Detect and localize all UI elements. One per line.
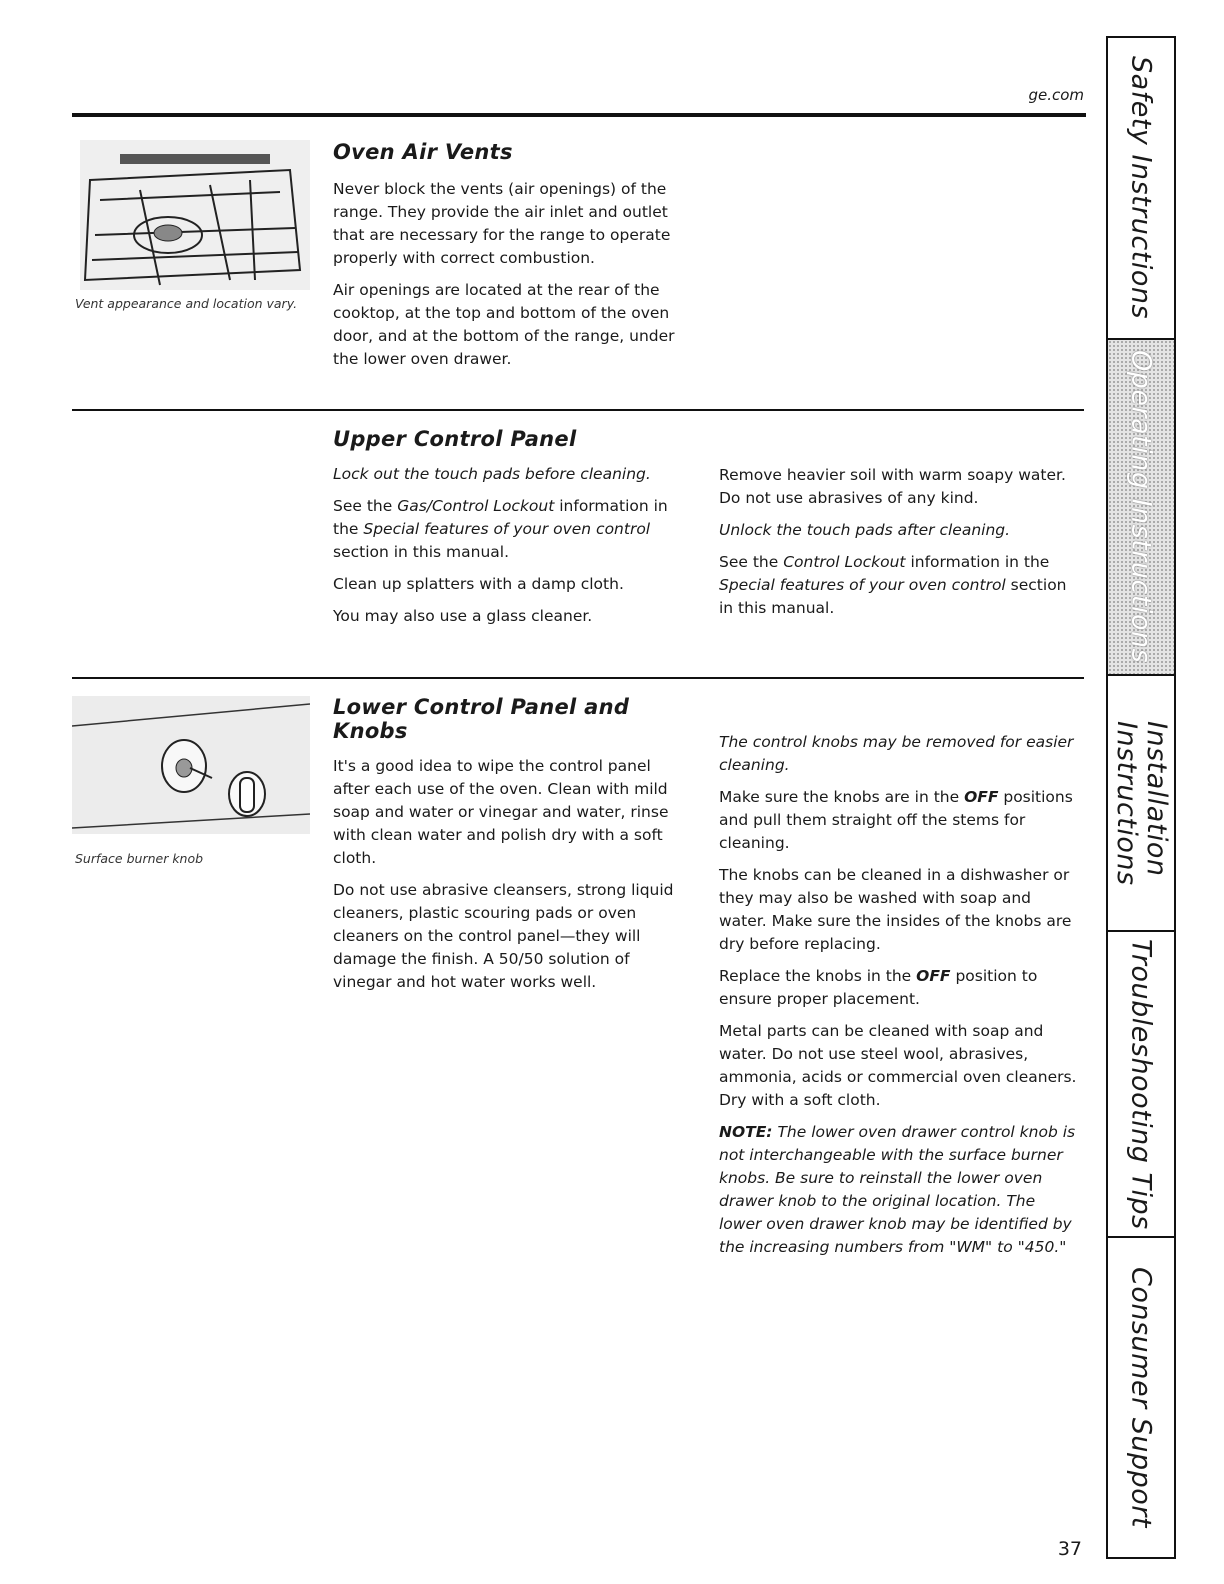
upper-right-p2: Unlock the touch pads after cleaning. xyxy=(719,521,1011,539)
header-rule xyxy=(72,113,1086,117)
vent-illustration xyxy=(80,140,310,290)
lower-left-paragraph: Do not use abrasive cleansers, strong liquid cleaners, plastic scouring pads or oven cleaners on the control panel—they will damage the finish. A 50/50 solution of vinegar and hot water works well. xyxy=(333,881,674,991)
lower-right-p2: Make sure the knobs are in the OFF positions and pull them straight off the stems for cleaning. xyxy=(719,788,1073,852)
section-divider xyxy=(72,409,1084,411)
knob-illustration xyxy=(72,696,310,834)
upper-left-p2: See the Gas/Control Lockout information in the Special features of your oven control section in this manual. xyxy=(333,497,668,561)
site-url: ge.com xyxy=(1028,86,1084,104)
tab-operating-instructions[interactable]: Operating Instructions xyxy=(1108,340,1174,676)
section-title-lower-control-panel: Lower Control Panel and Knobs xyxy=(333,695,630,743)
vents-paragraph: Never block the vents (air openings) of the range. They provide the air inlet and outlet that are necessary for the range to operate properly with correct combustion. xyxy=(333,180,671,267)
section-title-upper-control-panel: Upper Control Panel xyxy=(333,427,577,451)
surface-burner-knob-image xyxy=(72,696,310,834)
lower-right-p4: Replace the knobs in the OFF position to ensure proper placement. xyxy=(719,967,1038,1008)
cooktop-grate-image xyxy=(80,140,310,290)
upper-left-p4: You may also use a glass cleaner. xyxy=(333,607,593,625)
section-tabs xyxy=(1106,36,1176,1559)
tab-consumer-support[interactable]: Consumer Support xyxy=(1125,1267,1157,1528)
upper-right-p3: See the Control Lockout information in the Special features of your oven control section in this manual. xyxy=(719,553,1067,617)
tab-troubleshooting-tips[interactable]: Troubleshooting Tips xyxy=(1108,932,1174,1238)
lower-right-p3: The knobs can be cleaned in a dishwasher or they may also be washed with soap and water. Make sure the insides of the knobs are dry before replacing. xyxy=(719,866,1072,953)
upper-left-p1: Lock out the touch pads before cleaning. xyxy=(333,465,651,483)
tab-safety-instructions[interactable]: Safety Instructions xyxy=(1108,38,1174,340)
tab-installation-instructions[interactable]: Installation Instructions xyxy=(1108,676,1174,932)
page-number: 37 xyxy=(1057,1538,1082,1560)
knob-caption: Surface burner knob xyxy=(75,851,204,866)
lower-right-p5: Metal parts can be cleaned with soap and water. Do not use steel wool, abrasives, ammonia, acids or commercial oven cleaners. Dry with a soft cloth. xyxy=(719,1022,1077,1109)
lower-right-note: NOTE: The lower oven drawer control knob is not interchangeable with the surface burner knobs. Be sure to reinstall the lower oven drawer knob to the original location. The lower oven drawer knob may be identified by the increasing numbers from "WM" to "450." xyxy=(719,1123,1076,1256)
vents-paragraph: Air openings are located at the rear of the cooktop, at the top and bottom of the oven door, and at the bottom of the range, under the lower oven drawer. xyxy=(333,281,675,368)
upper-left-p3: Clean up splatters with a damp cloth. xyxy=(333,575,624,593)
upper-right-p1: Remove heavier soil with warm soapy water. Do not use abrasives of any kind. xyxy=(719,466,1066,507)
vent-caption: Vent appearance and location vary. xyxy=(75,296,298,311)
section-divider xyxy=(72,677,1084,679)
lower-left-paragraph: It's a good idea to wipe the control panel after each use of the oven. Clean with mild soap and water or vinegar and water, rinse with clean water and polish dry with a soft cloth. xyxy=(333,757,669,867)
section-title-oven-air-vents: Oven Air Vents xyxy=(333,140,513,164)
lower-right-p1: The control knobs may be removed for easier cleaning. xyxy=(719,733,1074,774)
